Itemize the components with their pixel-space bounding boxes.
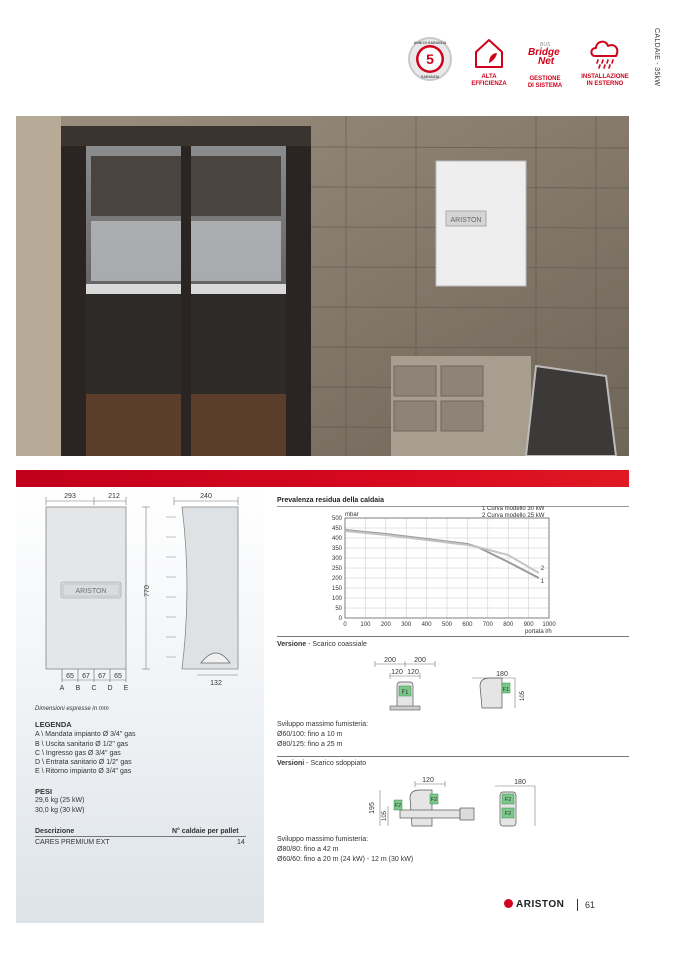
v2-flue-label: F2: [504, 811, 512, 817]
chart-x-tick: 0: [343, 622, 347, 628]
v1-flue-label: F1: [401, 690, 409, 696]
chart-ylabel: mbar: [345, 512, 359, 518]
v2-dim-3: 105: [382, 810, 388, 822]
bridgenet-badge: [514, 36, 576, 90]
chart-y-tick: 50: [335, 606, 342, 612]
page-number: 61: [585, 900, 596, 910]
chart-legend-2: 2 Curva modello 25 kW: [482, 513, 545, 520]
conn-letter-e: E: [123, 685, 129, 692]
footer-brand-text: ARISTON: [516, 899, 565, 910]
table-divider: [35, 836, 246, 837]
v1-flue-label: F1: [502, 687, 510, 693]
legend-item: E \ Ritorno impianto Ø 3/4" gas: [35, 768, 132, 775]
efficiency-label-2: EFFICIENZA: [471, 81, 507, 87]
bridgenet-label-1: GESTIONE: [529, 76, 561, 82]
photo-boiler-logo: ARISTON: [450, 217, 482, 224]
split-flue-diagram: [360, 776, 540, 832]
conn-letter-c: C: [91, 685, 97, 692]
outdoor-label-1: INSTALLAZIONE: [581, 74, 629, 80]
versione2-heading: [277, 760, 366, 767]
conn-letter-d: D: [107, 685, 113, 692]
legend-item: B \ Uscita sanitario Ø 1/2" gas: [35, 741, 129, 748]
v2-dim-1: 120: [422, 777, 434, 784]
dim-bottom-1: 65: [66, 673, 74, 680]
chart-y-tick: 500: [331, 516, 342, 522]
chart-x-tick: 200: [380, 622, 391, 628]
chart-x-tick: 400: [421, 622, 432, 628]
outdoor-wall-scene: [16, 116, 629, 456]
efficiency-badge: [458, 36, 520, 88]
dim-bottom-3: 67: [98, 673, 106, 680]
versione2-title: Versioni: [277, 760, 305, 767]
section-side-label: CALDAIE - 35kW: [653, 28, 660, 87]
bridgenet-logo-icon: [514, 36, 576, 72]
versione1-heading: [277, 641, 367, 648]
chart-y-tick: 100: [331, 596, 342, 602]
warranty-number: 5: [426, 51, 434, 67]
v2-dim-2: 195: [369, 802, 376, 814]
v1-dim-3: 120: [391, 669, 403, 676]
chart-x-tick: 500: [441, 622, 453, 628]
v2-flue-label: F2: [504, 797, 512, 803]
dim-bottom-4: 65: [114, 673, 122, 680]
weight-item: 29,6 kg (25 kW): [35, 797, 85, 804]
legend-item: C \ Ingresso gas Ø 3/4" gas: [35, 750, 121, 757]
chart-x-tick: 100: [360, 622, 371, 628]
chart-y-tick: 400: [331, 536, 342, 542]
house-leaf-icon: [472, 36, 506, 70]
bridgenet-label-2: DI SISTEMA: [527, 83, 563, 89]
v1-dim-5: 180: [496, 671, 508, 678]
section-rule: [277, 636, 629, 637]
chart-y-tick: 250: [331, 566, 342, 572]
chart-y-tick: 0: [338, 616, 342, 622]
chart-x-tick: 300: [401, 622, 412, 628]
legend-item: D \ Entrata sanitario Ø 1/2" gas: [35, 759, 132, 766]
chart-x-tick: 800: [503, 622, 514, 628]
legend-item: A \ Mandata impianto Ø 3/4" gas: [35, 731, 136, 738]
v1-dim-6: 105: [520, 690, 526, 702]
dim-side-top: 240: [200, 493, 212, 500]
outdoor-label-2: IN ESTERNO: [586, 81, 624, 87]
dim-height: 770: [144, 585, 151, 597]
chart-title: Prevalenza residua della caldaia: [277, 497, 385, 504]
ariston-logo-icon: [504, 899, 513, 908]
chart-x-tick: 600: [462, 622, 473, 628]
warranty-ring-top: ANNI DI GARANZIA: [413, 41, 447, 45]
v2-flue-label: F2: [394, 803, 402, 809]
v1-dim-1: 200: [384, 657, 396, 664]
versione2-subtitle: - Scarico sdoppiato: [304, 760, 367, 767]
versione1-notes-title: Sviluppo massimo fumisteria:: [277, 721, 369, 728]
section-rule: [277, 756, 629, 757]
chart-legend-1: 1 Curva modello 30 kW: [482, 506, 545, 513]
dim-bottom-2: 67: [82, 673, 90, 680]
dim-front-left: 293: [64, 493, 76, 500]
weights-title: PESI: [35, 787, 53, 796]
bridgenet-bus: BUS: [540, 42, 551, 48]
chart-y-tick: 350: [331, 546, 342, 552]
v2-dim-4: 180: [514, 779, 526, 786]
front-logo: ARISTON: [75, 588, 107, 595]
versione1-title: Versione: [277, 641, 307, 648]
versione1-note: Ø80/125: fino a 25 m: [277, 741, 343, 748]
dim-front-right: 212: [108, 493, 120, 500]
chart-series-line: [345, 531, 539, 573]
versione1-note: Ø60/100: fino a 10 m: [277, 731, 343, 738]
chart-series-line: [345, 530, 539, 578]
table-header-pallet: N° caldaie per pallet: [172, 828, 239, 835]
bridgenet-line2: Net: [538, 56, 555, 67]
table-cell-qty: 14: [237, 839, 245, 846]
table-header-description: Descrizione: [35, 828, 75, 835]
table-cell-description: CARES PREMIUM EXT: [35, 839, 110, 846]
warranty-badge: [399, 36, 461, 86]
cloud-rain-icon: [587, 36, 623, 70]
versione1-subtitle: - Scarico coassiale: [306, 641, 367, 648]
chart-y-tick: 150: [331, 586, 342, 592]
efficiency-label-1: ALTA: [481, 74, 497, 80]
warranty-ring-bottom: GARANZIA: [420, 75, 440, 79]
footer-separator: [577, 899, 578, 911]
coaxial-flue-diagram: [360, 656, 540, 716]
chart-series-label: 1: [540, 579, 545, 585]
bridgenet-line1: Bridge: [528, 47, 560, 58]
section-divider-bar: [16, 470, 629, 487]
conn-letter-a: A: [59, 685, 65, 692]
versione2-notes-title: Sviluppo massimo fumisteria:: [277, 836, 369, 843]
pressure-chart: [277, 506, 629, 638]
legend-title: LEGENDA: [35, 720, 72, 729]
dimension-drawing: [16, 487, 264, 697]
conn-letter-b: B: [75, 685, 81, 692]
dim-side-bottom: 132: [210, 680, 222, 687]
chart-x-tick: 700: [482, 622, 493, 628]
weight-item: 30,0 kg (30 kW): [35, 807, 85, 814]
versione2-note: Ø80/80: fino a 42 m: [277, 846, 339, 853]
product-photo: [16, 116, 629, 456]
chart-y-tick: 300: [331, 556, 342, 562]
v1-dim-4: 120: [407, 669, 419, 676]
chart-y-tick: 450: [331, 526, 342, 532]
chart-x-tick: 900: [523, 622, 534, 628]
outdoor-badge: [574, 36, 636, 88]
warranty-5-years-icon: [407, 36, 453, 82]
chart-series-label: 2: [540, 566, 545, 572]
chart-x-tick: 1000: [542, 622, 556, 628]
units-note: Dimensioni espresse in mm: [35, 706, 109, 712]
footer-brand: [504, 899, 564, 910]
chart-y-tick: 200: [331, 576, 342, 582]
v1-dim-2: 200: [414, 657, 426, 664]
v2-flue-label: F2: [430, 797, 438, 803]
versione2-note: Ø60/60: fino a 20 m (24 kW) - 12 m (30 kW): [277, 856, 414, 863]
chart-xlabel: portata l/h: [525, 629, 552, 635]
